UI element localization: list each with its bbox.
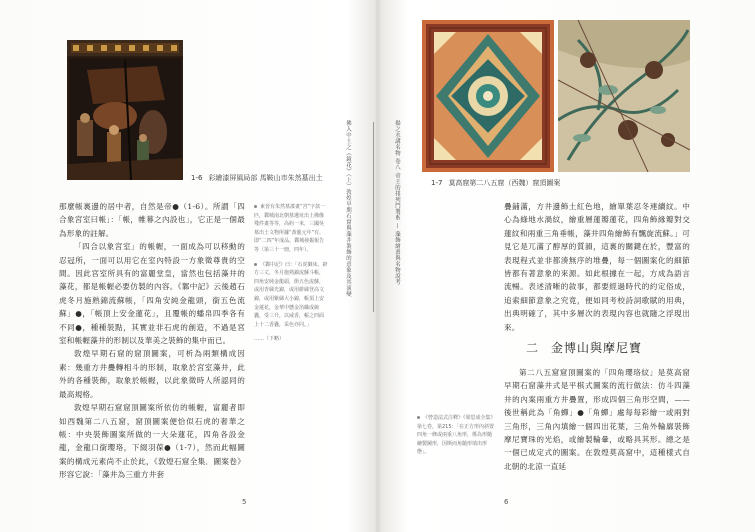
lacquer-screen-photo xyxy=(67,40,183,180)
cave-mural-photo xyxy=(558,20,690,172)
paragraph: 那麼帳裏邊的居中者，自然是帝●（1-6）。所謂「四合象宮室曰帳」：「帳，帷幕之內設也」，它正是一個最為形象的註解。 xyxy=(59,202,245,238)
paragraph: 敦煌早期石窟的窟頂圖案，可析為兩類構成因素：幾重方井疊轉相斗的形制，取象於宮室藻井，此外的各種裝飾，取象於帳幄，以此象徵時人所認同的最高規格。 xyxy=(59,349,245,399)
right-body-text-top xyxy=(504,200,690,334)
footnote xyxy=(254,261,328,330)
section-heading xyxy=(526,339,654,356)
footnote-marker-icon xyxy=(417,416,420,419)
figure-caption-1-7 xyxy=(431,178,560,188)
right-footnote xyxy=(417,414,495,457)
figure-caption-1-6 xyxy=(191,173,323,183)
paragraph: 疊鋪滿，方井邊飾土紅色地，繪單葉忍冬連續紋。中心為綠地水渦紋，繪重層蓮瓣蓮花，四角飾緣瓣對交蓮紋和兩重三角垂帳，藻井四角繪飾有飄旋流蘇。」可見它是兀滿了醇厚的質韻，這裏的關鍵在於，豐富的表現程式並非都湊無序的堆疊，每一個圖案化的細節皆都有著意象的來源。如此根據在一起，方成為語言流暢。表述清晰的敘事，都要經過時代的約定俗成，追索細節意象之究竟，便如同考校詩詞歌賦的用典，出典明確了，其中多層次的表現內容也就隨之浮現出來。 xyxy=(504,202,690,332)
left-body-text xyxy=(59,200,245,482)
cave-ceiling-pattern-photo xyxy=(422,20,554,172)
paragraph: 「四合以象宮室」的帳幄，一面成為可以移動的忍冠所，一面可以用它在室內特設一方象徵尊貴的空間。因此宮室所具有的富麗堂皇，當然也包括藻井的藻花，都是帳幄必要仿製的內容。《鄴中記》云後趙石虎冬月施熟錦流蘇帳，「四角安純金龍頭，銜五色流蘇」●，「帳頂上安金蓮花」，且覆帳的蟠帛四季各有不同●，種種裝點，其實並非石虎的創造，不過是宮室和帳幄藻井的形制以及華美之裝飾的集中而已。 xyxy=(59,242,245,346)
page-number-right: 6 xyxy=(504,498,509,506)
page-number-left: 5 xyxy=(242,498,247,506)
footnote-marker-icon xyxy=(254,263,257,266)
footnote-text: 《營造法式注釋》《梁思成全集》第七卷，第215：「在正方形內斜置四角一條或兩重八角形，係為形隨繪製圖形，因斯而角隨形填出形態」。 xyxy=(417,415,495,456)
footnote xyxy=(254,203,328,255)
running-header-chapter: 佛入中土之《鏡花》（上）敦煌早期石窟與藻井裝飾的意象及其演變 xyxy=(345,120,351,298)
figure-number: 1-6 xyxy=(191,174,203,182)
spine-divider xyxy=(373,122,374,312)
footnote-text: 《鄴中記》曰：「石虎御床，辟方三丈，冬月施熟錦流蘇斗帳，四角安純金龍頭，銜五色流蘇，或用青綈光錦，或用緋綈登高文錦，或用紫綈大小錦，帳頂上安金蓮花，金華中懸金箔織成綩囊，受三升，以威香，帳之四面上十二香囊，采色亦同。」 xyxy=(254,261,328,328)
footnote-text: 東晉有朱然墓漆畫“宮”字款一匹，鄴城南北朝墓遺址出土佛像殘件畫等等，高約一米，三國吳墓出土文物所據“黃龍元年”有，即“二四”年成品。鄴城發掘報告等（第三十一冊，四年）。 xyxy=(254,204,326,253)
section-number: 二 xyxy=(526,341,540,355)
figure-number: 1-7 xyxy=(431,179,443,187)
right-body-text-bottom xyxy=(504,366,690,473)
paragraph: 敦煌早期石窟窟頂圖案所依仿的帳幄，富麗者即如西魏第二八五窟，窟頂圖案便恰似石虎的奢華之帳：中央裝飾圖案所做的一大朵蓮花，四角各設金龍，金龍口銜瓔珞，下綴羽葆●（1-7），然而此幅圖案的構成元素尚不止於此，《敦煌石窟全集．圖案卷》形容它說：「藻井為三重方井套 xyxy=(59,403,245,480)
figure-caption-text: 彩繪漆屏風局部 馬鞍山市朱然墓出土 xyxy=(208,174,323,182)
running-header-series: 揚之水講名物 卷八 帝王的排列鬥製系 — 藻飾繪畫與名物說考 xyxy=(394,120,400,286)
section-title: 金博山與摩尼寶 xyxy=(551,341,643,355)
footnote-marker-icon xyxy=(254,205,257,208)
footnote-continued: ……（下略） xyxy=(254,336,285,343)
paragraph: 第二八五窟窟頂圖案的「四角瓔珞紋」是莫高窟早期石窟藻井式是平棋式圖案的流行做法：仿斗四藻井的內案兩重方井疊置，形成四個三角形空間，——後世稱此為「角蟬」●「角蟬」處每每彩繪一或兩對三角形，三角內填繪一個四出花葉，三角外輪廓裝飾摩尼寶珠的光焰，或繪製輪暈，或略具其形。總之是一個已成定式的圖案。在敦煌莫高窟中，這種樣式自北朝的北涼一直延 xyxy=(504,368,690,471)
left-footnotes xyxy=(254,203,328,344)
figure-caption-text: 莫高窟第二八五窟（西魏）窟頂圖案 xyxy=(448,179,561,187)
